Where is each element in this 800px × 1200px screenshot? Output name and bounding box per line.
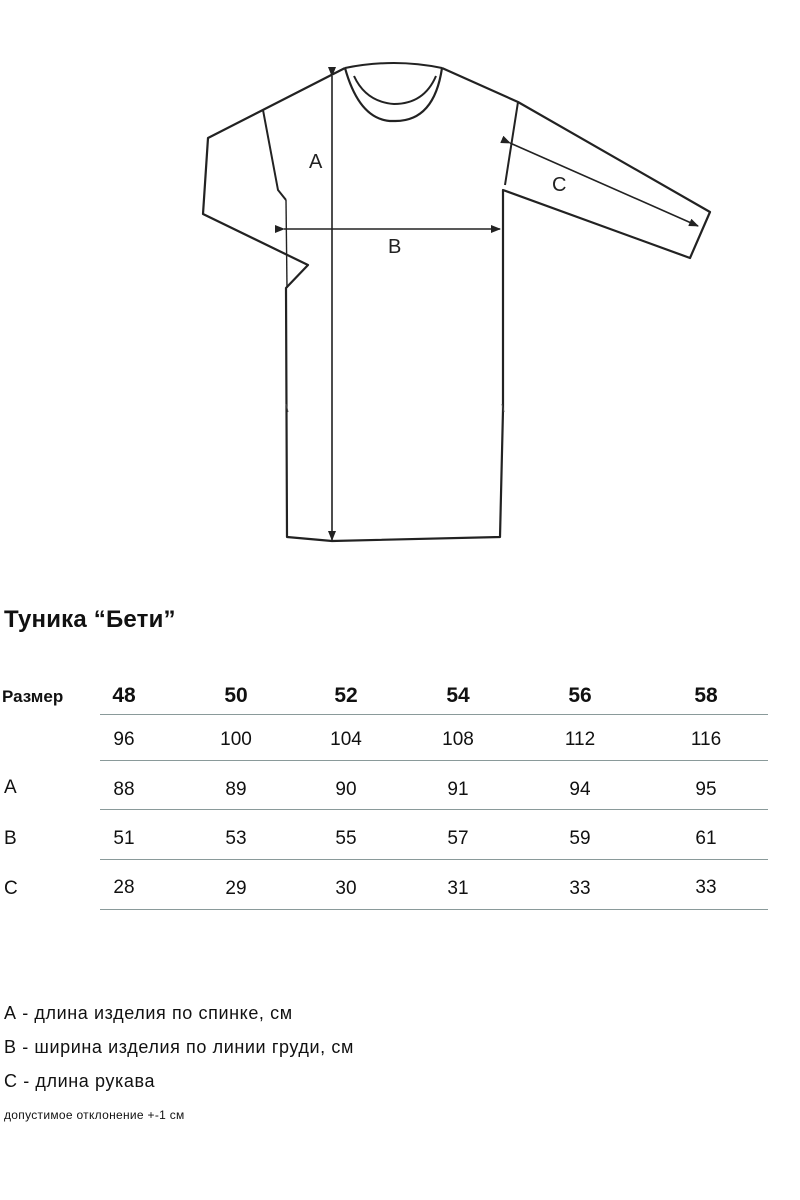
table-cell: 61 [695, 828, 717, 849]
table-cell: 30 [335, 878, 357, 899]
table-cell: 108 [442, 729, 474, 750]
size-col-54: 54 [446, 684, 470, 707]
table-cell: 59 [569, 828, 591, 849]
legend-b: В - ширина изделия по линии груди, см [4, 1037, 354, 1057]
product-title: Туника “Бети” [4, 606, 176, 633]
legend-a: А - длина изделия по спинке, см [4, 1003, 293, 1023]
table-cell: 104 [330, 729, 362, 750]
collar-outer [345, 68, 442, 121]
legend-c: С - длина рукава [4, 1071, 156, 1091]
collar-top [345, 63, 442, 68]
size-header-label: Размер [2, 687, 64, 706]
table-cell: 53 [225, 828, 247, 849]
table-cell: 33 [569, 878, 591, 899]
left-sleeve-seam [263, 110, 286, 200]
table-cell: 51 [113, 828, 135, 849]
table-cell: 28 [113, 877, 135, 898]
table-cell: 96 [113, 729, 135, 750]
table-rule [100, 909, 768, 910]
table-rule [100, 859, 768, 860]
table-cell: 33 [695, 877, 717, 898]
measurement-legend [4, 996, 354, 1098]
table-cell: 116 [690, 729, 722, 750]
table-rule [100, 809, 768, 810]
size-col-50: 50 [224, 684, 248, 707]
label-a: A [309, 151, 323, 173]
table-cell: 90 [335, 779, 357, 800]
table-cell: 95 [695, 779, 717, 800]
tunic-diagram [0, 0, 800, 560]
size-table [0, 676, 800, 916]
row-label-b: B [4, 828, 17, 849]
table-cell: 100 [220, 729, 252, 750]
row-label-a: A [4, 777, 17, 798]
table-cell: 89 [225, 779, 247, 800]
tolerance-note: допустимое отклонение +-1 см [4, 1108, 185, 1122]
table-cell: 55 [335, 828, 357, 849]
table-cell: 91 [447, 779, 469, 800]
table-cell: 88 [113, 779, 135, 800]
table-cell: 112 [564, 729, 596, 750]
table-cell: 29 [225, 878, 247, 899]
table-cell: 31 [447, 878, 469, 899]
table-cell: 57 [447, 828, 469, 849]
label-c: C [552, 174, 567, 196]
size-col-58: 58 [694, 684, 718, 707]
table-rule [100, 760, 768, 761]
size-col-56: 56 [568, 684, 592, 707]
table-cell: 94 [569, 779, 591, 800]
arrow-c [510, 143, 698, 226]
label-b: B [388, 236, 402, 258]
table-rule [100, 714, 768, 715]
size-col-52: 52 [334, 684, 358, 707]
size-col-48: 48 [112, 684, 136, 707]
tunic-outline [203, 68, 710, 541]
left-armhole [286, 200, 287, 288]
collar-inner [354, 76, 436, 104]
row-label-c: C [4, 878, 18, 899]
